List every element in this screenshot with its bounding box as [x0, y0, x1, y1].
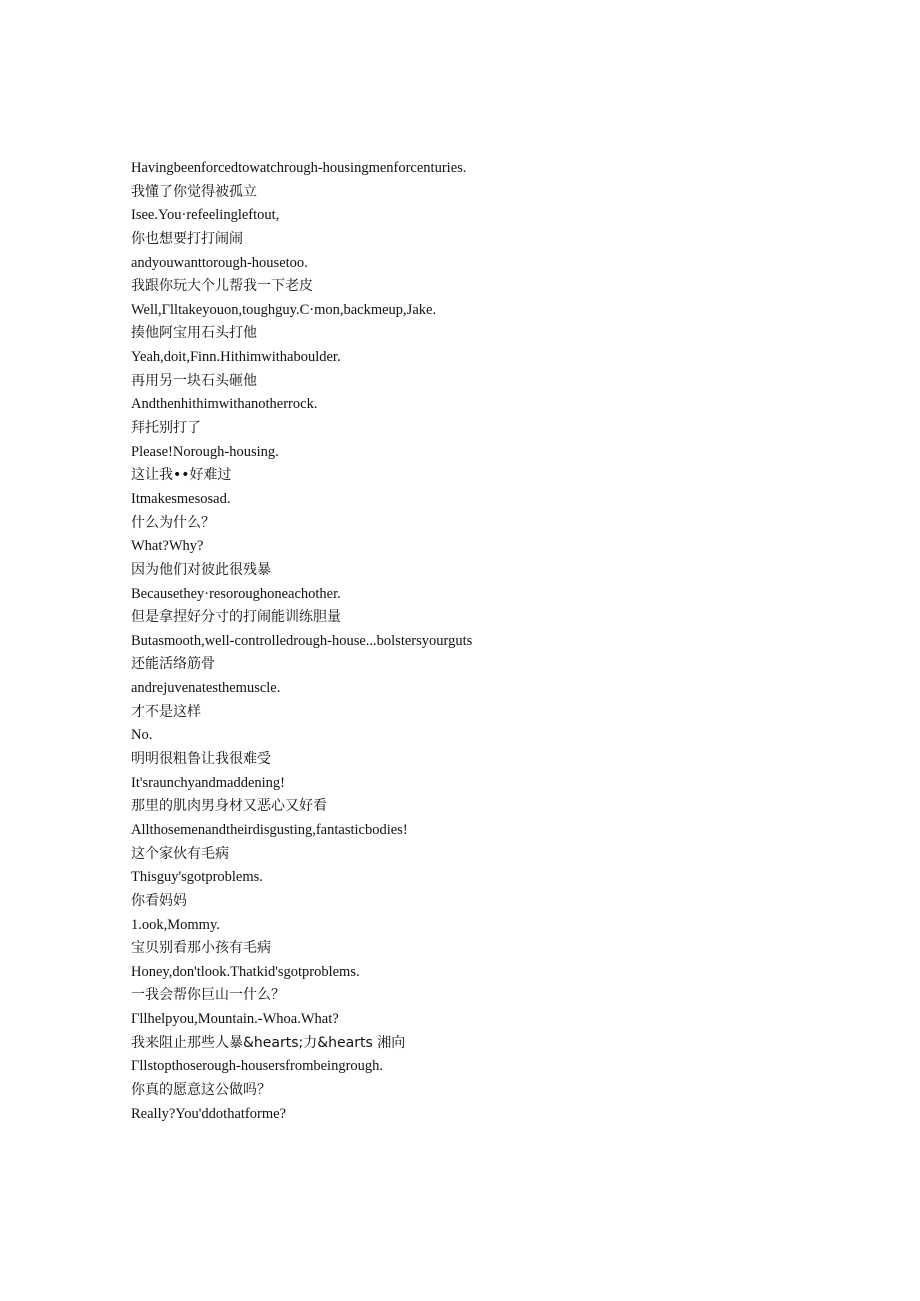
subtitle-line: Please!Norough-housing. [131, 443, 279, 460]
subtitle-line: 才不是这样 [131, 703, 201, 720]
subtitle-line: 再用另一块石头砸他 [131, 372, 257, 389]
subtitle-line: 那里的肌肉男身材又恶心又好看 [131, 798, 327, 815]
subtitle-line: Isee.You·refeelingleftout, [131, 207, 280, 224]
subtitle-line: 你真的愿意这公做吗？ [131, 1081, 271, 1098]
subtitle-line: Andthenhithimwithanotherrock. [131, 396, 318, 413]
subtitle-line: Γllhelpyou,Mountain.-Whoa.What? [131, 1011, 339, 1028]
subtitle-line: No. [131, 727, 153, 744]
subtitle-line: Allthosemenandtheirdisgusting,fantasticbodies! [131, 821, 408, 838]
subtitle-line: 宝贝别看那小孩有毛病 [131, 940, 271, 957]
subtitle-line: andyouwanttorough-housetoo. [131, 254, 308, 271]
subtitle-line: Γllstopthoserough-housersfrombeingrough. [131, 1058, 384, 1075]
subtitle-line: Thisguy'sgotproblems. [131, 869, 263, 886]
subtitle-line: Honey,don'tlook.Thatkid'sgotproblems. [131, 963, 360, 980]
subtitle-line: Well,Γlltakeyouon,toughguy.C·mon,backmeup,Jake. [131, 301, 437, 318]
document-page [131, 157, 851, 1126]
subtitle-line: 还能活络筋骨 [131, 656, 215, 673]
subtitle-line: 你看妈妈 [131, 892, 187, 909]
subtitle-line: It'sraunchyandmaddening! [131, 774, 286, 791]
subtitle-line: 什么为什么？ [131, 514, 215, 531]
subtitle-line: 但是拿捏好分寸的打闹能训练胆量 [131, 609, 341, 626]
subtitle-line: 明明很粗鲁让我很难受 [131, 751, 271, 768]
subtitle-line: What?Why? [131, 538, 204, 555]
subtitle-line: Becausethey·resoroughoneachother. [131, 585, 341, 602]
subtitle-line: 我懂了你觉得被孤立 [131, 183, 257, 200]
subtitle-line: Yeah,doit,Finn.Hithimwithaboulder. [131, 349, 341, 366]
subtitle-line: Butasmooth,well-controlledrough-house...bolstersyourguts [131, 632, 473, 649]
subtitle-line: Really?You'ddothatforme? [131, 1105, 286, 1122]
subtitle-line: 拜托别打了 [131, 420, 201, 437]
subtitle-line: 我来阻止那些人暴&hearts;力&hearts 湘向 [131, 1034, 406, 1051]
subtitle-line: Itmakesmesosad. [131, 490, 231, 507]
subtitle-line: 我跟你玩大个儿帮我一下老皮 [131, 278, 313, 295]
subtitle-line: 因为他们对彼此很残暴 [131, 561, 271, 578]
subtitle-line: 揍他阿宝用石头打他 [131, 325, 257, 342]
subtitle-line: andrejuvenatesthemuscle. [131, 680, 281, 697]
subtitle-line: 一我会帮你巨山一什么？ [131, 987, 285, 1004]
subtitle-line: 你也想要打打闹闹 [131, 230, 243, 247]
subtitle-line: 1.ook,Mommy. [131, 916, 220, 933]
subtitle-line: 这个家伙有毛病 [131, 845, 229, 862]
subtitle-line: 这让我••好难过 [131, 467, 232, 484]
subtitle-line: Havingbeenforcedtowatchrough-housingmenforcenturies. [131, 160, 467, 176]
